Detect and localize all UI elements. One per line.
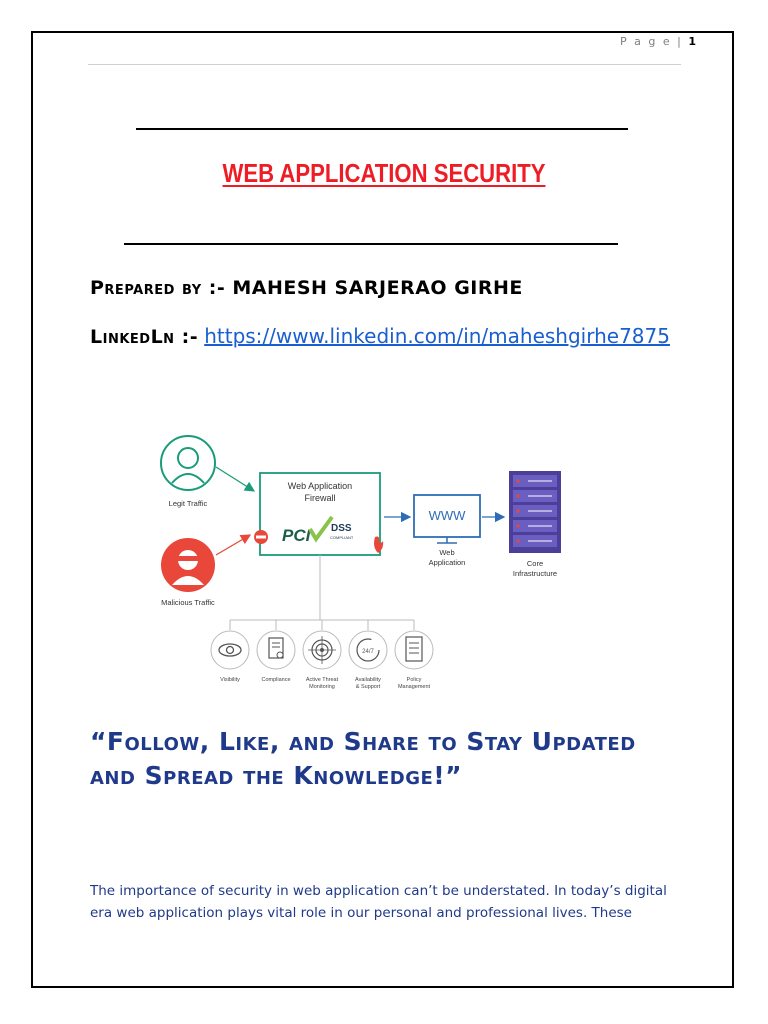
quote-line-1: “Follow, Like, and Share to Stay Updated (90, 727, 636, 756)
document-title: WEB APPLICATION SECURITY (222, 158, 546, 188)
core-label-2: Infrastructure (512, 569, 558, 578)
svg-text:24/7: 24/7 (362, 649, 374, 655)
quote-line-2: and Spread the Knowledge!” (90, 761, 463, 790)
legit-user-icon (161, 436, 215, 490)
feature-label-availability-1: Availability (355, 677, 381, 683)
svg-text:COMPLIANT: COMPLIANT (330, 535, 354, 540)
header-divider (88, 64, 681, 65)
visibility-icon (211, 631, 249, 669)
waf-title-1: Web Application (287, 481, 353, 491)
malicious-traffic-label: Malicious Traffic (161, 598, 215, 607)
threat-monitoring-icon (303, 631, 341, 669)
web-app-label-1: Web (439, 548, 455, 557)
feature-label-policy-2: Management (397, 684, 431, 690)
compliance-icon (257, 631, 295, 669)
policy-management-icon (395, 631, 433, 669)
linkedin-label: LinkedLn :- (90, 326, 199, 348)
title-top-rule (136, 128, 628, 130)
malicious-user-icon (161, 538, 215, 592)
server-rack-icon (509, 471, 561, 553)
intro-paragraph (90, 880, 680, 924)
feature-connector (230, 555, 414, 630)
legit-arrow (216, 467, 254, 491)
title-bottom-rule (124, 243, 618, 245)
page-number: P a g e | 1 (620, 35, 696, 48)
feature-label-threat-1: Active Threat (305, 677, 339, 683)
availability-icon (349, 631, 387, 669)
malicious-arrow (216, 535, 250, 555)
author-line: Prepared by :- MAHESH SARJERAO GIRHE (90, 277, 523, 299)
feature-label-policy-1: Policy (406, 677, 422, 683)
svg-text:DSS: DSS (331, 523, 352, 534)
feature-label-visibility: Visibility (220, 677, 240, 683)
waf-diagram (150, 425, 590, 700)
call-to-action-quote (90, 725, 768, 793)
waf-title-2: Firewall (304, 493, 336, 503)
feature-label-compliance: Compliance (261, 677, 291, 683)
web-app-label-2: Application (428, 558, 466, 567)
core-label-1: Core (526, 559, 544, 568)
feature-label-availability-2: & Support (355, 684, 381, 690)
linkedin-line (90, 324, 670, 348)
legit-traffic-label: Legit Traffic (168, 499, 208, 508)
svg-text:PCI: PCI (282, 526, 311, 545)
paragraph-line-1: The importance of security in web application can’t be understated. In today’s digital (90, 883, 667, 899)
feature-label-threat-2: Monitoring (309, 684, 335, 690)
linkedin-link[interactable]: https://www.linkedin.com/in/maheshgirhe7875 (204, 324, 670, 348)
www-label: WWW (428, 508, 466, 523)
paragraph-line-2: era web application plays vital role in our personal and professional lives. These (90, 905, 632, 921)
